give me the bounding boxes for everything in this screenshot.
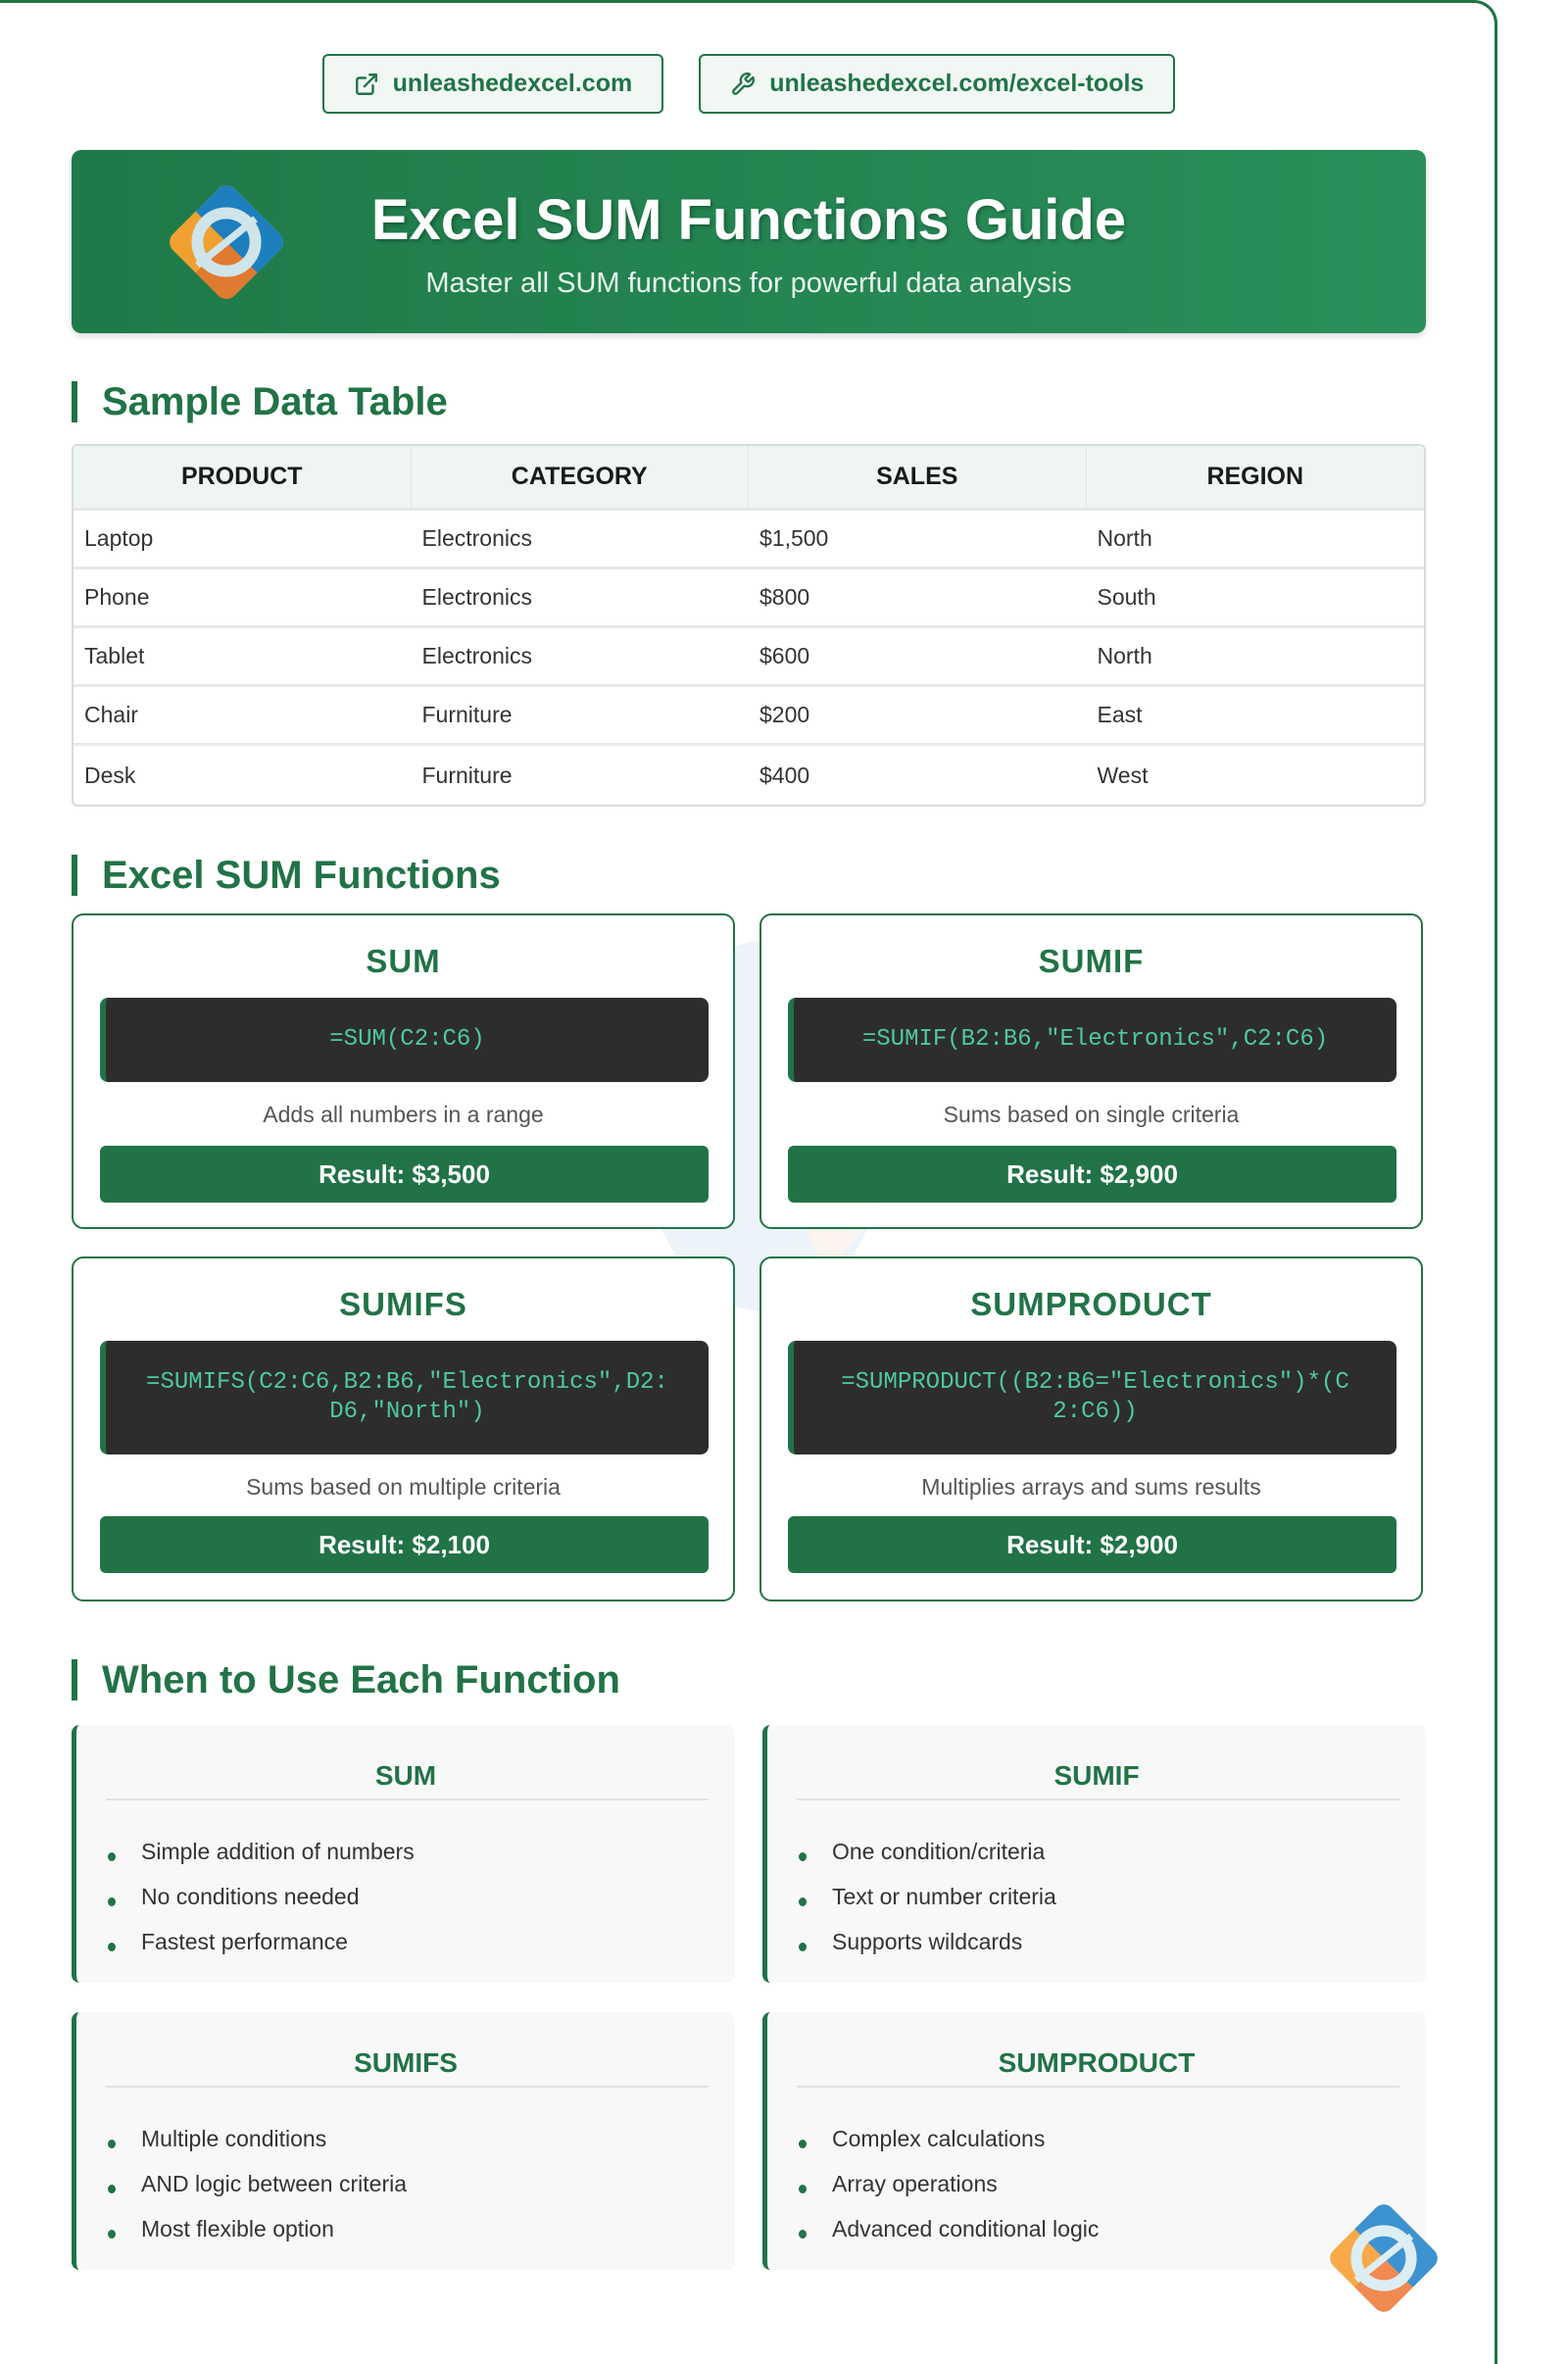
formula-code: =SUM(C2:C6) <box>100 998 709 1082</box>
usage-list <box>797 1829 1056 1964</box>
list-item-text: One condition/criteria <box>832 1838 1046 1864</box>
list-item-text: Fastest performance <box>141 1928 348 1954</box>
bullet-icon <box>799 1852 807 1861</box>
section-title-functions: Excel SUM Functions <box>72 855 501 896</box>
table-row <box>74 511 1424 569</box>
column-header-category: CATEGORY <box>412 446 750 511</box>
formula-code: =SUMIFS(C2:C6,B2:B6,"Electronics",D2:D6,"North") <box>100 1341 709 1454</box>
bullet-icon <box>108 2230 116 2239</box>
list-item-text: No conditions needed <box>141 1883 360 1909</box>
function-name: SUMPRODUCT <box>970 1286 1212 1322</box>
table-cell: Tablet <box>74 628 412 687</box>
list-item <box>106 2116 407 2161</box>
function-name: SUM <box>366 943 441 979</box>
section-title-sample-table: Sample Data Table <box>72 381 448 422</box>
divider <box>797 2086 1399 2088</box>
list-item <box>797 2116 1099 2161</box>
table-cell: West <box>1097 762 1149 788</box>
function-name: SUMIFS <box>339 1286 467 1322</box>
table-row <box>74 569 1424 628</box>
list-item <box>797 2206 1099 2251</box>
list-item-text: Array operations <box>832 2170 998 2196</box>
list-item <box>106 1874 415 1919</box>
page-title: Excel SUM Functions Guide <box>370 188 1127 252</box>
table-cell: East <box>1087 687 1425 746</box>
usage-card-title: SUM <box>374 1760 437 1791</box>
usage-list <box>797 2116 1099 2251</box>
list-item-text: Complex calculations <box>832 2125 1046 2151</box>
function-description: Sums based on single criteria <box>943 1102 1240 1127</box>
usage-card-sumif <box>762 1725 1426 1983</box>
list-item-text: AND logic between criteria <box>141 2170 408 2196</box>
result-badge: Result: $3,500 <box>100 1146 709 1203</box>
column-header-sales: SALES <box>749 446 1087 511</box>
list-item-text: Simple addition of numbers <box>141 1838 415 1864</box>
list-item-text: Multiple conditions <box>141 2125 327 2151</box>
formula-code: =SUMIF(B2:B6,"Electronics",C2:C6) <box>788 998 1396 1082</box>
list-item <box>797 1919 1056 1964</box>
usage-card-title: SUMPRODUCT <box>998 2047 1196 2078</box>
excel-tools-link-label: unleashedexcel.com/excel-tools <box>769 70 1145 97</box>
function-card-sumif <box>760 913 1423 1229</box>
section-title-when-to-use: When to Use Each Function <box>72 1659 620 1700</box>
list-item <box>106 2206 407 2251</box>
table-cell: Electronics <box>412 569 750 628</box>
external-link-icon <box>354 72 379 97</box>
table-cell: $800 <box>749 569 1087 628</box>
table-cell: Desk <box>84 762 136 788</box>
excel-tools-link[interactable] <box>699 54 1175 114</box>
table-cell: North <box>1087 511 1425 569</box>
usage-card-title: SUMIF <box>1054 1760 1140 1791</box>
table-cell: Laptop <box>74 511 412 569</box>
bullet-icon <box>799 1897 807 1906</box>
table-cell: Electronics <box>412 511 750 569</box>
list-item <box>106 1919 415 1964</box>
usage-card-title: SUMIFS <box>354 2047 458 2078</box>
bullet-icon <box>108 2140 116 2148</box>
divider <box>106 2086 709 2088</box>
header-banner <box>72 150 1426 333</box>
sample-data-table <box>72 444 1426 807</box>
usage-card-sumifs <box>72 2012 735 2270</box>
usage-list <box>106 2116 407 2251</box>
link-bar <box>72 54 1426 114</box>
divider <box>106 1798 709 1800</box>
function-card-sumifs <box>72 1256 735 1601</box>
bullet-icon <box>108 1852 116 1861</box>
bullet-icon <box>108 1897 116 1906</box>
divider <box>797 1798 1399 1800</box>
usage-list <box>106 1829 415 1964</box>
table-cell: North <box>1087 628 1425 687</box>
list-item <box>106 1829 415 1874</box>
corner-logo-icon <box>1315 2190 1452 2327</box>
bullet-icon <box>108 2185 116 2193</box>
table-cell: Electronics <box>412 628 750 687</box>
table-cell: $400 <box>760 762 810 788</box>
bullet-icon <box>799 2230 807 2239</box>
page-subtitle: Master all SUM functions for powerful data analysis <box>425 268 1072 299</box>
table-cell: $1,500 <box>749 511 1087 569</box>
table-cell: Furniture <box>421 762 513 788</box>
table-header-row <box>74 446 1424 511</box>
website-link-label: unleashedexcel.com <box>392 70 633 97</box>
table-cell: $200 <box>749 687 1087 746</box>
table-cell: Furniture <box>412 687 750 746</box>
bullet-icon <box>799 1943 807 1951</box>
wrench-icon <box>730 72 756 97</box>
result-badge: Result: $2,900 <box>788 1516 1396 1573</box>
list-item <box>797 1829 1056 1874</box>
table-cell: Phone <box>74 569 412 628</box>
list-item-text: Most flexible option <box>141 2215 334 2241</box>
bullet-icon <box>799 2140 807 2148</box>
table-cell: Chair <box>74 687 412 746</box>
list-item-text: Supports wildcards <box>832 1928 1023 1954</box>
list-item <box>797 2161 1099 2206</box>
column-header-product: PRODUCT <box>74 446 412 511</box>
website-link[interactable] <box>322 54 664 114</box>
function-card-sum <box>72 913 735 1229</box>
table-row <box>74 628 1424 687</box>
result-badge: Result: $2,100 <box>100 1516 709 1573</box>
list-item <box>106 2161 407 2206</box>
function-name: SUMIF <box>1038 943 1145 979</box>
list-item <box>797 1874 1056 1919</box>
result-badge: Result: $2,900 <box>788 1146 1396 1203</box>
formula-code: =SUMPRODUCT((B2:B6="Electronics")*(C2:C6)) <box>788 1341 1396 1454</box>
table-cell: South <box>1087 569 1425 628</box>
table-row <box>74 746 1424 805</box>
list-item-text: Text or number criteria <box>832 1883 1056 1909</box>
column-header-region: REGION <box>1087 446 1425 511</box>
bullet-icon <box>799 2185 807 2193</box>
function-description: Multiplies arrays and sums results <box>921 1474 1261 1500</box>
table-row <box>74 687 1424 746</box>
table-cell: $600 <box>749 628 1087 687</box>
function-description: Adds all numbers in a range <box>263 1102 544 1127</box>
function-description: Sums based on multiple criteria <box>246 1474 561 1500</box>
function-card-sumproduct <box>760 1256 1423 1601</box>
list-item-text: Advanced conditional logic <box>832 2215 1100 2241</box>
bullet-icon <box>108 1943 116 1951</box>
usage-card-sum <box>72 1725 735 1983</box>
